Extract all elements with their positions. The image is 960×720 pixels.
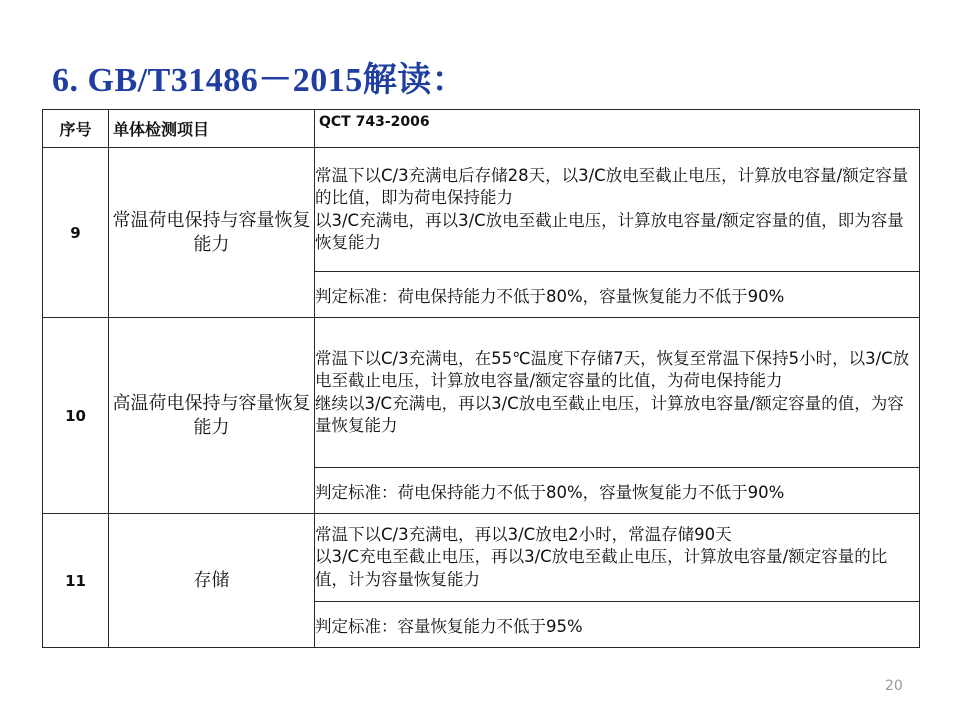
header-item: 单体检测项目: [109, 110, 315, 148]
procedure-line: 常温下以C/3充满电后存储28天，以3/C放电至截止电压，计算放电容量/额定容量的比值，即为荷电保持能力: [315, 165, 909, 207]
procedure-line: 常温下以C/3充满电，在55℃温度下存储7天，恢复至常温下保持5小时，以3/C放电至截止电压，计算放电容量/额定容量的比值，为荷电保持能力: [315, 348, 910, 390]
header-standard: QCT 743-2006: [315, 110, 920, 148]
row-criteria: 判定标准：荷电保持能力不低于80%，容量恢复能力不低于90%: [315, 468, 920, 514]
row-no: 10: [43, 318, 109, 514]
table-row: [43, 318, 920, 468]
row-no: 9: [43, 148, 109, 318]
table-row: [43, 514, 920, 602]
slide-title: 6. GB/T31486－2015解读：: [52, 62, 467, 99]
row-criteria: 判定标准：荷电保持能力不低于80%，容量恢复能力不低于90%: [315, 272, 920, 318]
page-number: 20: [885, 678, 903, 694]
table-header-row: [43, 110, 920, 148]
row-procedure: [315, 148, 920, 272]
row-procedure: [315, 318, 920, 468]
row-item: 高温荷电保持与容量恢复能力: [109, 318, 315, 514]
procedure-line: 常温下以C/3充满电，再以3/C放电2小时，常温存储90天: [315, 524, 732, 544]
procedure-line: 以3/C充满电，再以3/C放电至截止电压，计算放电容量/额定容量的值，即为容量恢复能力: [315, 210, 904, 252]
row-item: 存储: [109, 514, 315, 648]
spec-table: [42, 109, 920, 648]
row-criteria: 判定标准：容量恢复能力不低于95%: [315, 602, 920, 648]
header-no: 序号: [43, 110, 109, 148]
row-no: 11: [43, 514, 109, 648]
row-item: 常温荷电保持与容量恢复能力: [109, 148, 315, 318]
procedure-line: 继续以3/C充满电，再以3/C放电至截止电压，计算放电容量/额定容量的值，为容量恢复能力: [315, 393, 904, 435]
row-procedure: [315, 514, 920, 602]
table-row: [43, 148, 920, 272]
procedure-line: 以3/C充电至截止电压，再以3/C放电至截止电压，计算放电容量/额定容量的比值，计为容量恢复能力: [315, 547, 888, 589]
